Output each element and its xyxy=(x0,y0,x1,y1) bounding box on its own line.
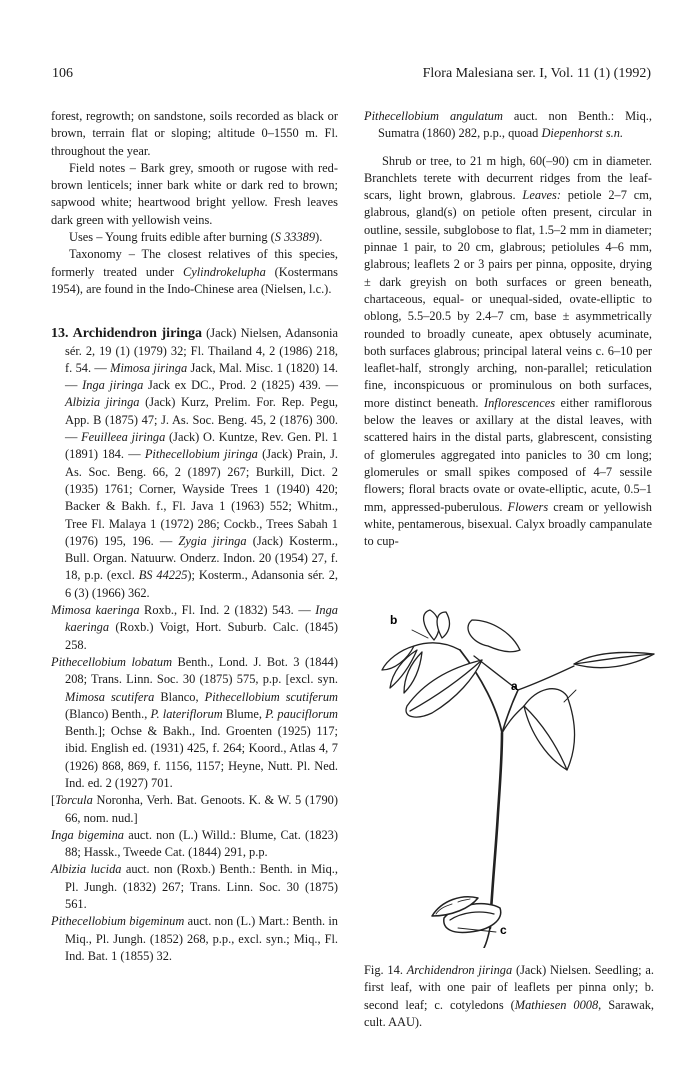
figure-caption: Fig. 14. Archidendron jiringa (Jack) Nielsen. Seedling; a. first leaf, with one pair of leaflets per pinna only; b. second leaf; c. cotyledons (Mathiesen 0008, Sarawak, cult. AAU). xyxy=(364,963,655,1029)
synonym-entry: Inga bigemina auct. non (L.) Willd.: Blume, Cat. (1823) 88; Hassk., Tweede Cat. (1844) 291, p.p. xyxy=(51,827,338,860)
synonym-entry: Pithecellobium lobatum Benth., Lond. J. Bot. 3 (1844) 208; Trans. Linn. Soc. 30 (1875) 575, p.p. [excl. syn. Mimosa scutifera Blanco, Pithecellobium scutiferum (Blanco) Benth., P. lateriflorum Blume, P. pauciflorum Benth.]; Ochse & Bakh., Ind. Groenten (1925) 117; ibid. English ed. (1931) 425, f. 264; Koord., Atlas 4, 7 (1926) 868, 869, f. 1156, 1157; Heyne, Nutt. Pl. Ned. Ind. ed. 2 (1927) 701. xyxy=(51,654,339,790)
leaflet xyxy=(437,612,449,638)
species-entry xyxy=(51,325,338,965)
leaflet xyxy=(468,620,520,652)
species-heading: 13. Archidendron jiringa (Jack) Nielsen, Adansonia sér. 2, 19 (1) (1979) 32; Fl. Thailand 4, 2 (1986) 218, f. 54. — Mimosa jiringa Jack, Mal. Misc. 1 (1820) 14. — Inga jiringa Jack ex DC., Prod. 2 (1825) 439. — Albizia jiringa (Jack) Kurz, Prelim. For. Rep. Pegu, App. B (1875) 47; J. As. Soc. Beng. 45, 2 (1876) 300. — Feuilleea jiringa (Jack) O. Kuntze, Rev. Gen. Pl. 1 (1891) 184. — Pithecellobium jiringa (Jack) Prain, J. As. Soc. Beng. 66, 2 (1897) 267; Burkill, Dict. 2 (1935) 1761; Corner, Wayside Trees 1 (1940) 420; Backer & Bakh. f., Fl. Java 1 (1963) 552; Whitm., Tree Fl. Malaya 1 (1972) 286; Cockb., Trees Sabah 1 (1976) 195, 196. — Zygia jiringa (Jack) Kosterm., Bull. Organ. Natuurw. Onderz. Indon. 20 (1954) 27, f. 18, p.p. (excl. BS 44225); Kosterm., Adansonia sér. 2, 6 (3) (1966) 362. xyxy=(51,326,339,600)
species-name: Archidendron jiringa xyxy=(72,326,202,342)
first-leaf-petiole xyxy=(502,690,518,733)
uses-paragraph: Uses – Young fruits edible after burning (S 33389). xyxy=(69,230,323,245)
seedling-illustration xyxy=(362,598,662,948)
taxonomy-paragraph: Taxonomy – The closest relatives of this species, formerly treated under Cylindrokelupha (Kostermans 1954), are found in the Indo-Chinese area (Nielsen, l.c.). xyxy=(51,247,338,296)
habitat-paragraph: forest, regrowth; on sandstone, soils recorded as black or brown, terrain flat or sloping; altitude 0–1550 m. Fl. throughout the year. xyxy=(51,109,338,158)
synonym-entry: Albizia lucida auct. non (Roxb.) Benth.: Benth. in Miq., Pl. Jungh. (1832) 267; Trans. Linn. Soc. 30 (1875) 561. xyxy=(51,862,338,912)
figure-label-b: b xyxy=(390,613,398,627)
synonym-entry: Pithecellobium angulatum auct. non Benth.: Miq., Sumatra (1860) 282, p.p., quoad Diepenhorst s.n. xyxy=(364,109,652,141)
species-number: 13. xyxy=(51,326,69,342)
figure-label-a: a xyxy=(511,679,518,693)
left-column xyxy=(51,108,338,965)
synonym-entry: [Torcula Noronha, Verh. Bat. Genoots. K. & W. 5 (1790) 66, nom. nud.] xyxy=(51,793,338,825)
second-leaf-rachis xyxy=(414,643,460,650)
running-head: Flora Malesiana ser. I, Vol. 11 (1) (1992) xyxy=(422,66,651,81)
field-notes-paragraph: Field notes – Bark grey, smooth or rugose with red-brown lenticels; inner bark white or dark red to brown; sapwood white; heartwood bright yellow. Fresh leaves dark green with yellowish veins. xyxy=(51,160,338,227)
main-stem xyxy=(490,733,502,928)
figure-label-c: c xyxy=(500,923,507,937)
page-number: 106 xyxy=(52,66,73,81)
description-paragraph: Shrub or tree, to 21 m high, 60(–90) cm in diameter. Branchlets terete with decurrent ridges from the leaf-scars, light brown, glabrous. Leaves: petiole 2–7 cm, glabrous, gland(s) on petiole often present, circular in outline, sessile, subglobose to flat, 1.5–2 mm in diameter; pinnae 1 pair, to 20 cm, glabrous; petiolules 4–6 mm, glabrous; leaflets 2 or 3 pairs per pinna, opposite, drying ± dark greyish on both surfaces or green beneath, chartaceous, equal- or unequal-sided, ovate-elliptic to oblong, 5.5–20.5 by 2.4–7 cm, base ± asymmetrically rounded to broadly cuneate, apex obtusely acuminate, both surfaces glabrous; principal lateral veins c. 6–10 per leaflet-half, strongly arching, non-parallel; reticulation fine, inconspicuous or prominulous on both surfaces, more distinct beneath. Inflorescences either ramiflorous below the leaves or axillary at the distal leaves, with scattered hairs in the distal parts, glabrescent, consisting of glomerules aggregated into panicles to 30 cm long; glomerules or small spikes composed of 4–7 sessile flowers; floral bracts ovate or ovate-elliptic, acute, 0.5–1 mm, appressed-puberulous. Flowers cream or yellowish white, pentamerous, bisexual. Calyx broadly campanulate to cup- xyxy=(364,153,652,549)
leaflet xyxy=(524,689,575,770)
synonym-entry: Mimosa kaeringa Roxb., Fl. Ind. 2 (1832) 543. — Inga kaeringa (Roxb.) Voigt, Hort. Suburb. Calc. (1845) 258. xyxy=(51,603,338,652)
right-column xyxy=(364,108,652,550)
synonym-entry: Pithecellobium bigeminum auct. non (L.) Mart.: Benth. in Miq., Pl. Jungh. (1852) 268, p.p., excl. syn.; Miq., Fl. Ind. Bat. 1 (1855) 32. xyxy=(51,914,338,963)
